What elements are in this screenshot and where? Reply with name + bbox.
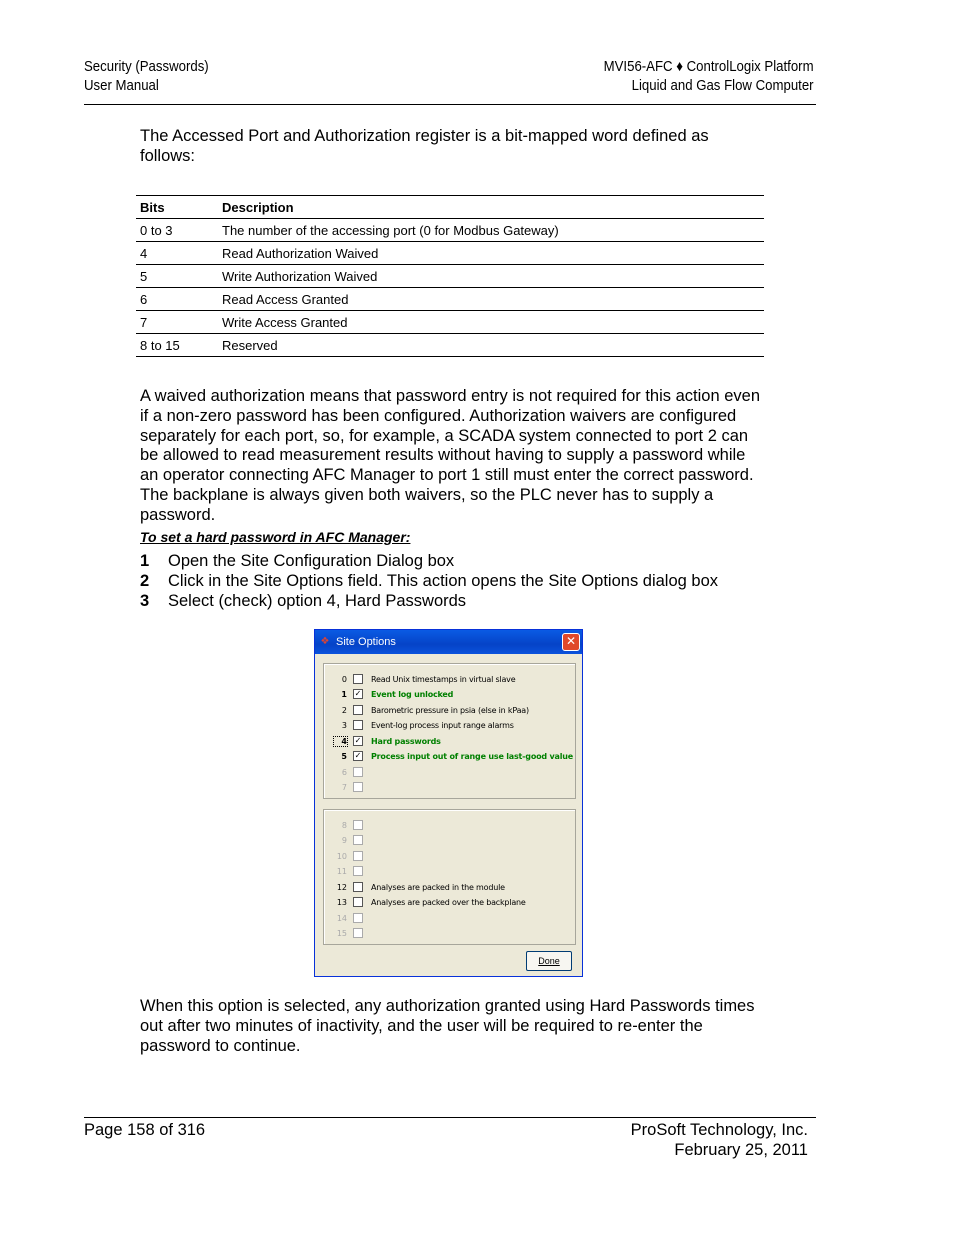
- table-row: [136, 242, 764, 265]
- done-button[interactable]: Done: [526, 951, 572, 971]
- dialog-title: Site Options: [336, 636, 396, 648]
- checkbox-disabled: [353, 820, 363, 830]
- options-group-high: [323, 809, 576, 945]
- section-title: Security (Passwords): [84, 58, 209, 75]
- company-name: ProSoft Technology, Inc.: [630, 1121, 808, 1139]
- header-rule: [84, 104, 816, 105]
- header-left: [84, 57, 209, 95]
- step-number: 1: [140, 552, 150, 570]
- app-icon: ❖: [320, 636, 330, 647]
- table-row: [136, 219, 764, 242]
- close-button[interactable]: [562, 633, 580, 651]
- step-item: [140, 551, 718, 571]
- table-header-row: [136, 196, 764, 219]
- option-14: 14: [334, 911, 371, 925]
- description-cell: Reserved: [218, 334, 764, 357]
- option-5[interactable]: 5 ✓ Process input out of range use last-good value: [341, 751, 574, 761]
- checkbox[interactable]: [353, 882, 363, 892]
- option-11: 11: [334, 864, 371, 878]
- closing-paragraph: When this option is selected, any authorization granted using Hard Passwords times out after two minutes of inactivity, and the user will be required to re-enter the password to continue.: [140, 997, 755, 1055]
- option-1[interactable]: 1 ✓ Event log unlocked: [341, 689, 454, 699]
- col-header-description: Description: [218, 196, 764, 219]
- bits-cell: 7: [136, 311, 218, 334]
- step-text: Select (check) option 4, Hard Passwords: [168, 592, 467, 610]
- table-row: [136, 288, 764, 311]
- step-number: 3: [140, 592, 150, 610]
- footer-right: [631, 1120, 808, 1160]
- checkbox-disabled: [353, 835, 363, 845]
- checkbox-checked[interactable]: ✓: [354, 736, 362, 745]
- options-group-low: [323, 663, 576, 799]
- footer-rule: [84, 1117, 816, 1118]
- description-cell: Write Authorization Waived: [218, 265, 764, 288]
- bits-cell: 4: [136, 242, 218, 265]
- procedure-steps: [140, 551, 718, 611]
- checkbox-disabled: [353, 851, 363, 861]
- bits-table: [136, 195, 764, 357]
- option-15: 15: [334, 926, 371, 940]
- bits-cell: 5: [136, 265, 218, 288]
- product-subtitle: Liquid and Gas Flow Computer: [632, 77, 814, 94]
- option-0[interactable]: 0 Read Unix timestamps in virtual slave: [341, 674, 516, 684]
- header-right: [604, 57, 814, 95]
- dialog-title-bar[interactable]: [315, 630, 582, 654]
- checkbox-disabled: [353, 782, 363, 792]
- manual-type: User Manual: [84, 77, 159, 94]
- step-text: Open the Site Configuration Dialog box: [168, 552, 455, 570]
- bits-cell: 6: [136, 288, 218, 311]
- option-2[interactable]: 2 Barometric pressure in psia (else in kPaa): [341, 705, 529, 715]
- site-options-dialog: [314, 629, 583, 977]
- page-number: Page 158 of 316: [84, 1121, 206, 1139]
- close-icon: ✕: [565, 634, 577, 648]
- checkbox[interactable]: [353, 674, 363, 684]
- checkbox-disabled: [353, 767, 363, 777]
- checkbox-disabled: [353, 866, 363, 876]
- option-12[interactable]: 12 Analyses are packed in the module: [336, 882, 505, 892]
- option-6: 6: [334, 765, 371, 779]
- checkbox-disabled: [353, 928, 363, 938]
- option-9: 9: [334, 833, 371, 847]
- product-name: MVI56-AFC ♦ ControlLogix Platform: [604, 58, 814, 75]
- option-7: 7: [334, 780, 371, 794]
- checkbox-disabled: [353, 913, 363, 923]
- description-cell: Read Authorization Waived: [218, 242, 764, 265]
- option-4-hard-passwords[interactable]: 4 ✓ Hard passwords: [334, 734, 441, 748]
- waiver-paragraph: A waived authorization means that password entry is not required for this action even if a non-zero password has been configured. Authorization waivers are configured separately for each port, so, for example, a SCADA system connected to port 2 can be allowed to read measurement results without having to supply a password while an operator connecting AFC Manager to port 1 still must enter the correct password. The backplane is always given both waivers, so the PLC never has to supply a password.: [140, 387, 761, 524]
- publication-date: February 25, 2011: [674, 1141, 808, 1159]
- step-item: [140, 571, 718, 591]
- option-10: 10: [334, 849, 371, 863]
- checkbox-checked[interactable]: ✓: [354, 751, 362, 760]
- description-cell: Write Access Granted: [218, 311, 764, 334]
- bits-cell: 8 to 15: [136, 334, 218, 357]
- description-cell: The number of the accessing port (0 for Modbus Gateway): [218, 219, 764, 242]
- table-row: [136, 265, 764, 288]
- table-row: [136, 334, 764, 357]
- step-text: Click in the Site Options field. This action opens the Site Options dialog box: [168, 572, 719, 590]
- description-cell: Read Access Granted: [218, 288, 764, 311]
- checkbox[interactable]: [353, 720, 363, 730]
- col-header-bits: Bits: [136, 196, 218, 219]
- procedure-heading: To set a hard password in AFC Manager:: [140, 529, 411, 545]
- bits-cell: 0 to 3: [136, 219, 218, 242]
- option-13[interactable]: 13 Analyses are packed over the backplane: [336, 897, 526, 907]
- option-8: 8: [334, 818, 371, 832]
- step-item: [140, 591, 718, 611]
- option-3[interactable]: 3 Event-log process input range alarms: [341, 720, 514, 730]
- step-number: 2: [140, 572, 150, 590]
- checkbox-checked[interactable]: ✓: [354, 689, 362, 698]
- intro-paragraph: The Accessed Port and Authorization register is a bit-mapped word defined as follows:: [140, 127, 709, 165]
- checkbox[interactable]: [353, 705, 363, 715]
- table-row: [136, 311, 764, 334]
- checkbox[interactable]: [353, 897, 363, 907]
